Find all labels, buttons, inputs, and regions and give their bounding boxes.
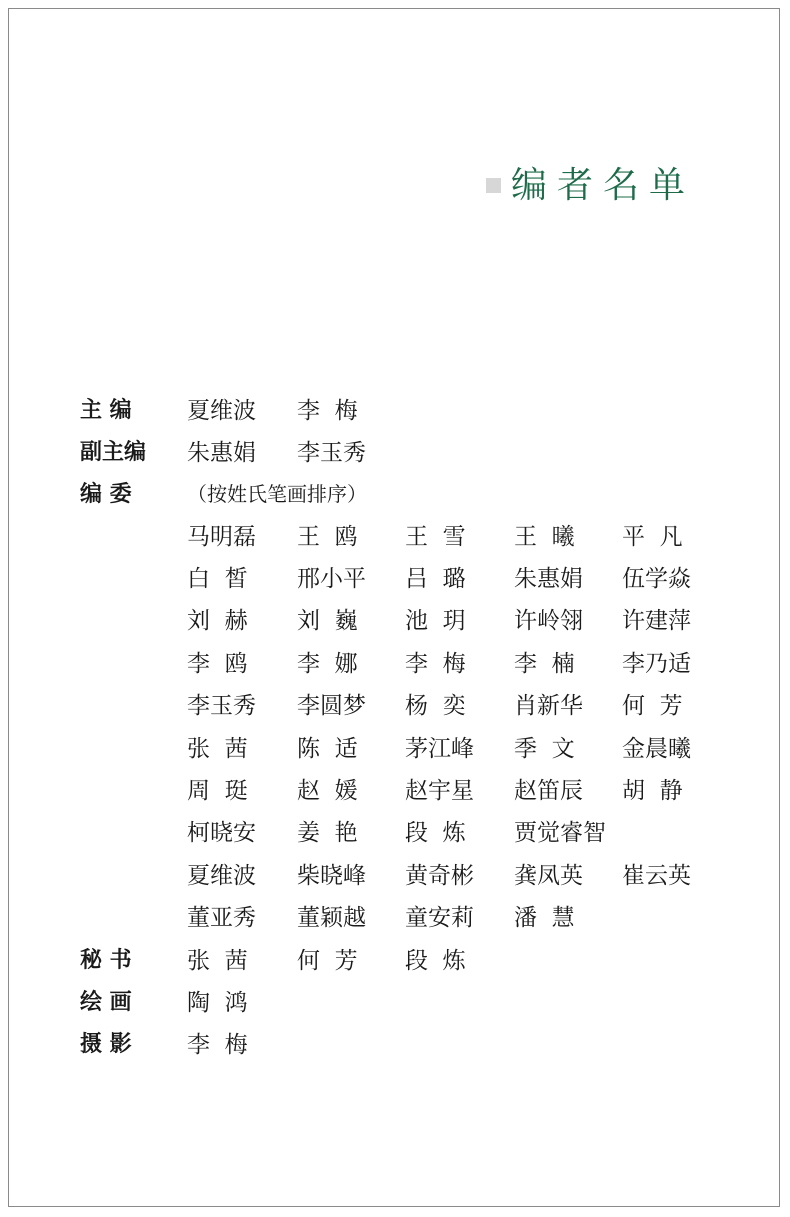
- committee-member-name: 李 楠: [514, 650, 575, 677]
- committee-member-name: 李玉秀: [187, 693, 256, 720]
- committee-member-name: 姜 艳: [297, 820, 358, 847]
- committee-member-name: 柴晓峰: [297, 862, 366, 889]
- committee-member-name: 柯晓安: [187, 820, 256, 847]
- secretary-name: 何 芳: [297, 947, 358, 974]
- committee-label: 编 委: [80, 481, 132, 507]
- committee-member-name: 胡 静: [622, 777, 683, 804]
- committee-member-name: 王 鸥: [297, 523, 358, 550]
- committee-member-name: 王 曦: [514, 523, 575, 550]
- committee-member-name: 夏维波: [187, 862, 256, 889]
- deputy-editor-name: 李玉秀: [297, 439, 366, 466]
- committee-member-name: 平 凡: [622, 523, 683, 550]
- committee-member-name: 刘 巍: [297, 608, 358, 635]
- committee-member-name: 王 雪: [405, 523, 466, 550]
- chief-editor-name: 夏维波: [187, 397, 256, 424]
- title-square-icon: [486, 178, 501, 193]
- committee-member-name: 杨 奕: [405, 693, 466, 720]
- committee-member-name: 张 茜: [187, 735, 248, 762]
- committee-member-name: 陈 适: [297, 735, 358, 762]
- committee-member-name: 黄奇彬: [405, 862, 474, 889]
- committee-member-name: 李 鸥: [187, 650, 248, 677]
- committee-member-name: 贾觉睿智: [514, 820, 606, 847]
- deputy-editor-name: 朱惠娟: [187, 439, 256, 466]
- committee-member-name: 许建萍: [622, 608, 691, 635]
- photography-label: 摄 影: [80, 1031, 132, 1057]
- committee-member-name: 金晨曦: [622, 735, 691, 762]
- committee-member-name: 邢小平: [297, 565, 366, 592]
- committee-member-name: 池 玥: [405, 608, 466, 635]
- committee-member-name: 李乃适: [622, 650, 691, 677]
- committee-member-name: 季 文: [514, 735, 575, 762]
- committee-member-name: 肖新华: [514, 693, 583, 720]
- chief-editor-name: 李 梅: [297, 397, 358, 424]
- illustration-name: 陶 鸿: [187, 989, 248, 1016]
- committee-member-name: 赵笛辰: [514, 777, 583, 804]
- committee-member-name: 崔云英: [622, 862, 691, 889]
- committee-member-name: 赵 媛: [297, 777, 358, 804]
- committee-member-name: 潘 慧: [514, 905, 575, 932]
- committee-member-name: 白 皙: [187, 565, 248, 592]
- title-block: [486, 160, 695, 204]
- committee-member-name: 周 珽: [187, 777, 248, 804]
- committee-member-name: 刘 赫: [187, 608, 248, 635]
- secretary-label: 秘 书: [80, 947, 132, 973]
- chief-editor-label: 主 编: [80, 397, 132, 423]
- committee-member-name: 茅江峰: [405, 735, 474, 762]
- secretary-name: 段 炼: [405, 947, 466, 974]
- committee-member-name: 何 芳: [622, 693, 683, 720]
- committee-member-name: 段 炼: [405, 820, 466, 847]
- committee-member-name: 许岭翎: [514, 608, 583, 635]
- committee-member-name: 吕 璐: [405, 565, 466, 592]
- committee-member-name: 李 梅: [405, 650, 466, 677]
- committee-member-name: 赵宇星: [405, 777, 474, 804]
- committee-member-name: 龚凤英: [514, 862, 583, 889]
- committee-member-name: 朱惠娟: [514, 565, 583, 592]
- photography-name: 李 梅: [187, 1031, 248, 1058]
- page-title: 编者名单: [511, 164, 696, 206]
- deputy-editor-label: 副主编: [80, 439, 147, 465]
- committee-member-name: 马明磊: [187, 523, 256, 550]
- committee-member-name: 董亚秀: [187, 905, 256, 932]
- secretary-name: 张 茜: [187, 947, 248, 974]
- committee-member-name: 伍学焱: [622, 565, 691, 592]
- committee-member-name: 李 娜: [297, 650, 358, 677]
- committee-member-name: 董颖越: [297, 905, 366, 932]
- committee-sort-note: （按姓氏笔画排序）: [187, 481, 367, 506]
- committee-member-name: 李圆梦: [297, 693, 366, 720]
- committee-member-name: 童安莉: [405, 905, 474, 932]
- illustration-label: 绘 画: [80, 989, 132, 1015]
